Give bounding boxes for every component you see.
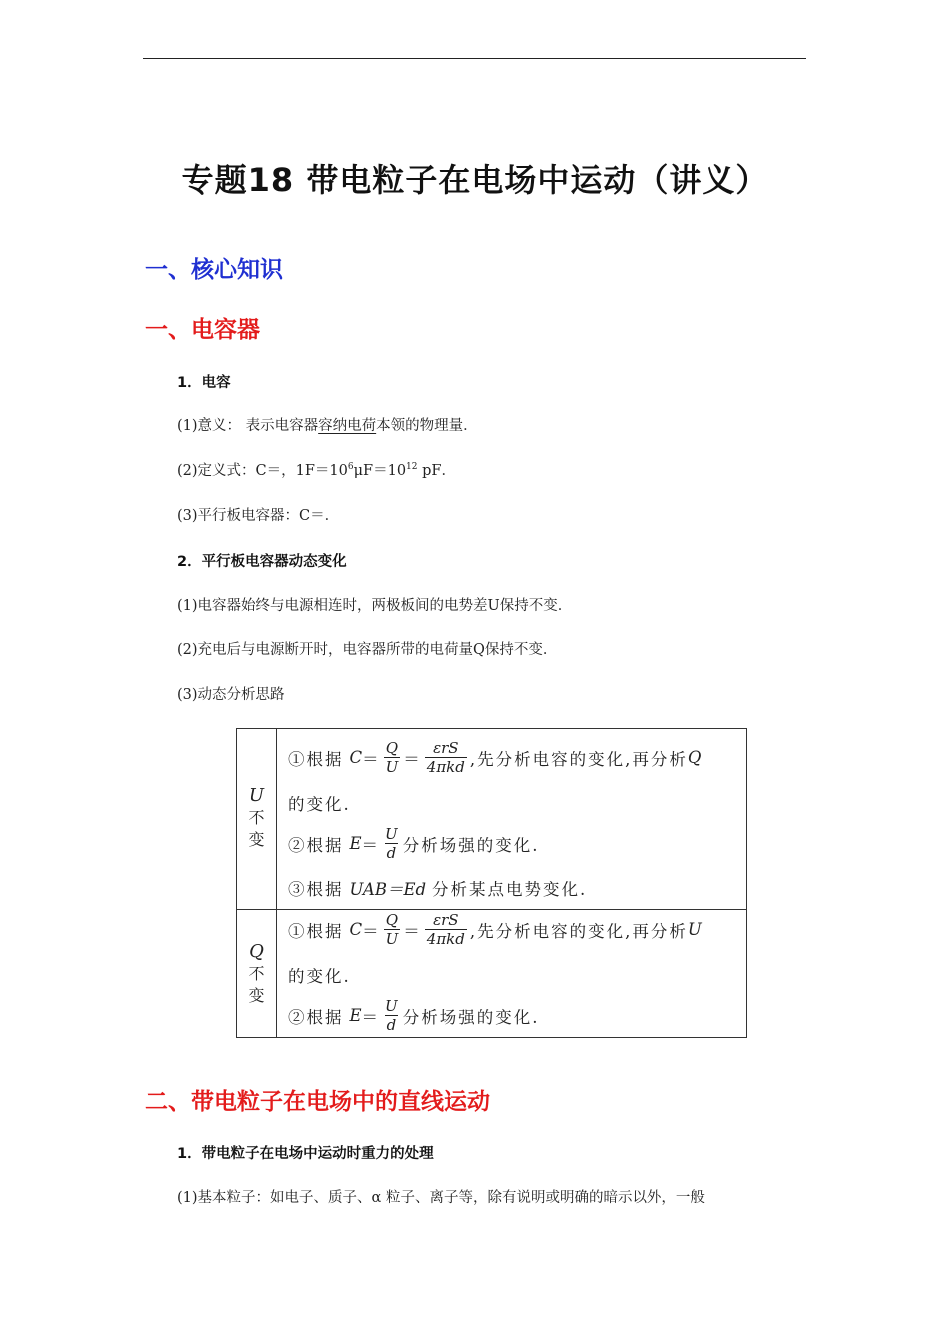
formula: UAB＝Ed xyxy=(349,880,427,899)
denominator: d xyxy=(386,1016,397,1034)
symbol: Q xyxy=(687,748,702,767)
numerator: U xyxy=(385,997,398,1015)
equals: ＝ xyxy=(361,1007,381,1027)
exponent: 6 xyxy=(347,462,354,472)
paragraph-definition xyxy=(177,459,456,480)
fraction xyxy=(383,997,400,1034)
table-divider-horizontal xyxy=(237,909,746,910)
label-text: 不 xyxy=(248,808,265,827)
subheading-dynamic: 2．平行板电容器动态变化 xyxy=(177,554,347,570)
numerator: Q xyxy=(385,739,399,757)
text: ③根据 xyxy=(288,880,344,899)
denominator: d xyxy=(386,844,397,862)
paragraph-connected: (1)电容器始终与电源相连时，两极板间的电势差U保持不变． xyxy=(177,598,573,614)
equals: ＝ xyxy=(403,749,422,769)
fraction xyxy=(425,911,467,948)
label-text: 变 xyxy=(248,830,265,849)
text: 分析场强的变化. xyxy=(402,835,540,855)
text: ②根据 xyxy=(288,835,344,855)
fraction xyxy=(383,825,400,862)
text: ①根据 xyxy=(288,749,344,769)
subheading-capacitance: 1．电容 xyxy=(177,375,231,391)
underlined-term: 容纳电荷 xyxy=(318,418,377,434)
symbol: E xyxy=(349,834,362,853)
text: ②根据 xyxy=(288,1007,344,1027)
text: 分析某点电势变化. xyxy=(432,880,588,899)
paragraph-meaning xyxy=(177,414,478,435)
text: ,先分析电容的变化,再分析 xyxy=(469,921,688,941)
q-row-1 xyxy=(288,911,702,948)
text: ,先分析电容的变化,再分析 xyxy=(469,749,688,769)
fraction xyxy=(425,739,467,776)
text: μF＝10 xyxy=(353,463,407,479)
text: (1)意义： 表示电容器 xyxy=(177,418,319,434)
paragraph-basic-particles: (1)基本粒子：如电子、质子、α 粒子、离子等，除有说明或明确的暗示以外，一般 xyxy=(177,1190,705,1206)
numerator: Q xyxy=(385,911,399,929)
page-title: 专题18 带电粒子在电场中运动（讲义） xyxy=(181,161,769,199)
equals: ＝ xyxy=(362,749,381,769)
numerator: εrS xyxy=(433,739,459,757)
symbol: C xyxy=(349,920,363,939)
q-row-2 xyxy=(288,997,539,1034)
denominator: 4πkd xyxy=(426,930,465,948)
u-row-3 xyxy=(288,876,587,900)
paragraph-disconnected: (2)充电后与电源断开时，电容器所带的电荷量Q保持不变． xyxy=(177,642,558,658)
subheading-gravity: 1．带电粒子在电场中运动时重力的处理 xyxy=(177,1146,434,1162)
denominator: 4πkd xyxy=(426,758,465,776)
table-divider-vertical xyxy=(276,729,277,1037)
text: 本领的物理量． xyxy=(376,418,478,434)
equals: ＝ xyxy=(403,921,422,941)
paragraph-analysis: (3)动态分析思路 xyxy=(177,687,285,703)
u-row-1-cont: 的变化. xyxy=(288,795,351,814)
text: 分析场强的变化. xyxy=(402,1007,540,1027)
fraction xyxy=(384,739,401,776)
numerator: εrS xyxy=(433,911,459,929)
symbol: C xyxy=(349,748,363,767)
fraction xyxy=(384,911,401,948)
section-core-heading: 一、核心知识 xyxy=(145,257,283,283)
symbol: U xyxy=(687,920,702,939)
denominator: U xyxy=(385,758,399,776)
symbol: E xyxy=(349,1006,362,1025)
label-text: 变 xyxy=(248,986,265,1005)
equals: ＝ xyxy=(362,921,381,941)
label-u-constant xyxy=(237,785,276,851)
analysis-table xyxy=(236,728,747,1038)
section2-heading: 二、带电粒子在电场中的直线运动 xyxy=(145,1089,490,1115)
text: pF． xyxy=(417,463,456,479)
equals: ＝ xyxy=(361,835,381,855)
q-row-1-cont: 的变化. xyxy=(288,967,351,986)
text: (2)定义式：C＝，1F＝10 xyxy=(177,463,348,479)
text: ①根据 xyxy=(288,921,344,941)
u-row-2 xyxy=(288,825,539,862)
label-q-constant xyxy=(237,941,276,1007)
numerator: U xyxy=(385,825,398,843)
exponent: 12 xyxy=(406,462,418,472)
header-rule xyxy=(143,58,806,59)
label-var: U xyxy=(248,785,265,806)
section1-heading: 一、电容器 xyxy=(145,317,260,343)
label-var: Q xyxy=(249,941,264,962)
denominator: U xyxy=(385,930,399,948)
paragraph-parallel-plate: (3)平行板电容器：C＝． xyxy=(177,508,340,524)
label-text: 不 xyxy=(248,964,265,983)
u-row-1 xyxy=(288,739,701,776)
